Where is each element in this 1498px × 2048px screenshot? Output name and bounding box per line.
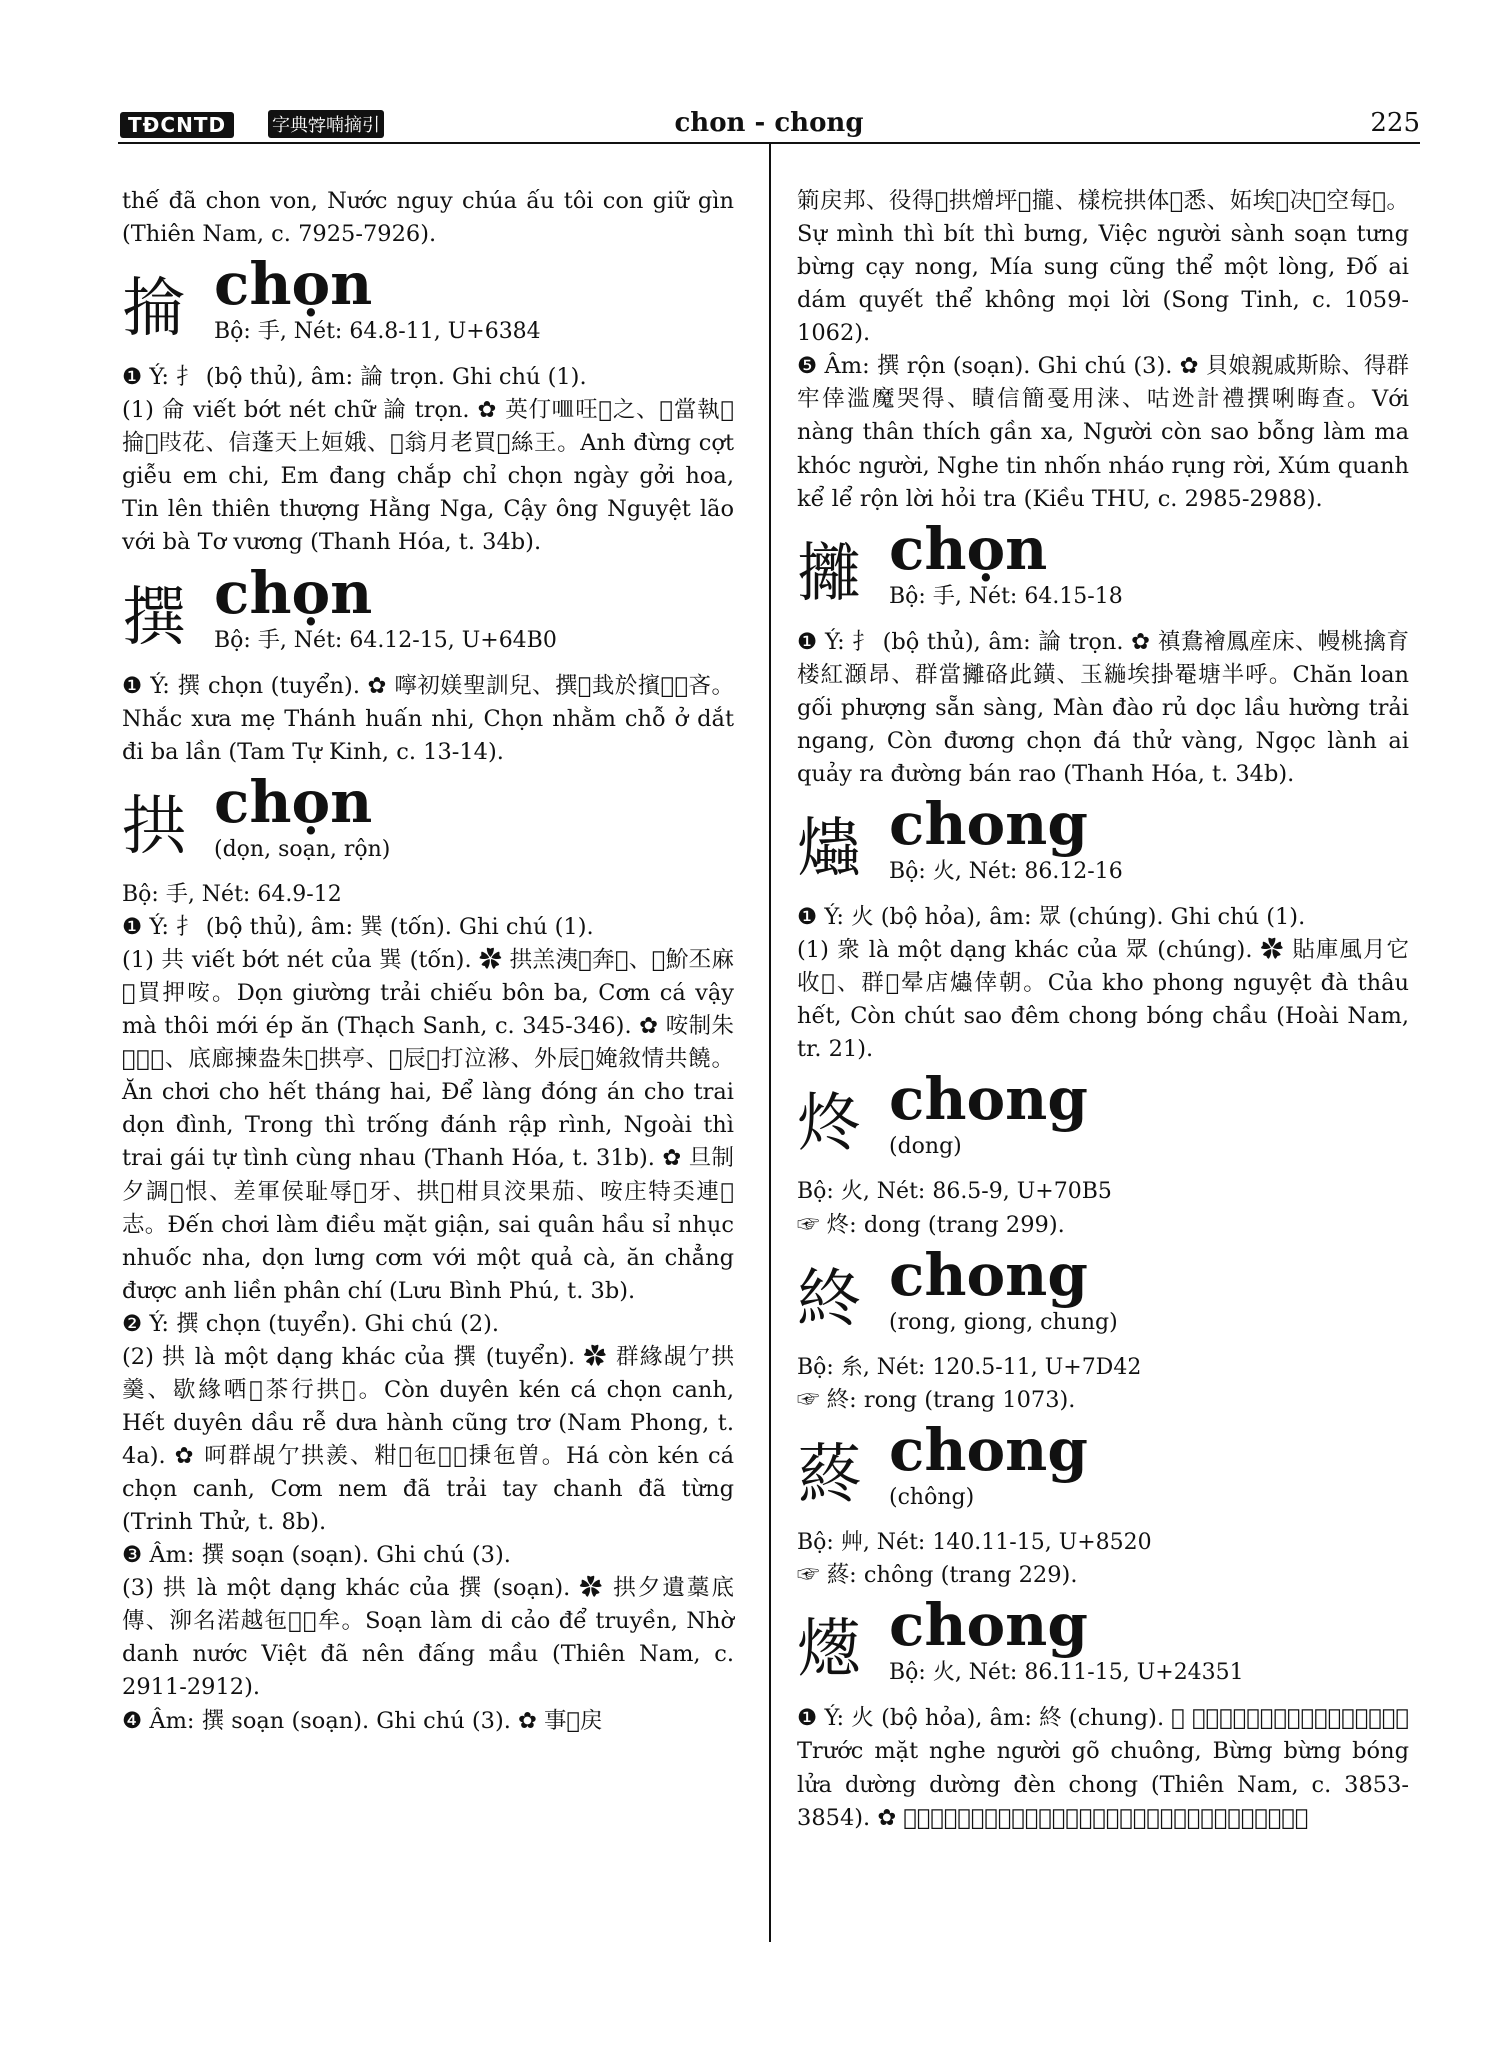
headword-reading: chọn — [214, 767, 373, 836]
entry-meta: Bộ: 手, Nét: 64.8-11, U+6384 — [214, 319, 541, 345]
nom-character: 撰 — [122, 580, 186, 655]
entry-paragraph: ❶ Ý: 扌 (bộ thủ), âm: 論 trọn. Ghi chú (1). — [122, 364, 587, 391]
headword-reading: chong — [889, 1065, 1088, 1134]
entry-paragraph: (2) 拱 là một dạng khác của 撰 (tuyển). ✿ 群緣覘亇拱羹、歇緣哂𪽣茶行拱𠯽。Còn duyên kén cá chọn canh, Hết duyên dầu rễ dưa hành cũng trơ (Nam Phong, t. 4a). ✿ 呵群覘亇拱羨、粓𦵚㐌𢭲𢬣㨀㐌曽。Há còn kén cá chọn canh, Cơm nem đã trải tay chanh đã từng (Trinh Thử, t. 8b). — [122, 1343, 734, 1536]
dictionary-entry — [122, 558, 734, 769]
running-title: chon - chong — [674, 108, 864, 138]
dictionary-entry — [797, 789, 1409, 1066]
headword — [797, 1416, 1409, 1527]
entry-paragraph: (1) 衆 là một dạng khác của 眾 (chúng). ✿ 貼庫風月它收𣦍、群𥹰晕店爞倖朝。Của kho phong nguyệt đà thâu hết, Còn chút sao đêm chong bóng chầu (Hoài Nam, tr. 21). — [797, 937, 1409, 1063]
entry-meta: Bộ: 手, Nét: 64.12-15, U+64B0 — [214, 627, 557, 653]
cross-reference: ☞ 蔠: chông (trang 229). — [797, 1562, 1078, 1589]
page-number: 225 — [1370, 108, 1420, 138]
dictionary-entry — [122, 250, 734, 559]
alternate-readings: (dong) — [889, 1134, 962, 1160]
entry-paragraph: (1) 共 viết bớt nét của 巽 (tốn). ✿ 拱羔洟𠶗奔𠀧、𩛷魪丕麻𡽨買押咹。Dọn giường trải chiếu bôn ba, Cơm cá vậy mà thôi mới ép ăn (Thạch Sanh, c. 345-346). ✿ 咹制朱𣦍𣎃𠄩、底廊揀盎朱𤳆拱亭、𠄼辰𦧜打泣𣻗、外辰𤳆㛪敘情共饒。Ăn chơi cho hết tháng hai, Để làng đóng án cho trai dọn đình, Trong thì trống đánh rập rình, Ngoài thì trai gái tự tình cùng nhau (Thanh Hóa, t. 31b). ✿ 旦制夕調𥹰恨、差軍侯耻辱𤎏牙、拱𦛌柑貝洨果茄、咹庄特奀連𢪀志。Đến chơi làm điều mặt giận, sai quân hầu sỉ nhục nhuốc nha, dọn lưng cơm với một quả cà, ăn chẳng được anh liền phân chí (Lưu Bình Phú, t. 3b). — [122, 947, 734, 1304]
headword — [122, 767, 734, 879]
entry-meta: Bộ: 火, Nét: 86.5-9, U+70B5 — [797, 1179, 1112, 1205]
entry-paragraph: (3) 拱 là một dạng khác của 撰 (soạn). ✿ 拱夕遺藁底傳、泖名渃越㐌𠓨𢆥牟。Soạn làm di cảo để truyền, Nhờ danh nước Việt đã nên đấng mầu (Thiên Nam, c. 2911-2912). — [122, 1575, 734, 1701]
continued-text: thế đã chon von, Nước nguy chúa ấu tôi con giữ gìn (Thiên Nam, c. 7925-7926). — [122, 188, 734, 248]
publisher-logo-cjk: 字典𡨸喃摘引 — [268, 110, 384, 138]
nom-character: 燪 — [797, 1613, 861, 1688]
cross-reference: ☞ 炵: dong (trang 299). — [797, 1211, 1065, 1238]
entry-meta: Bộ: 手, Nét: 64.15-18 — [889, 583, 1123, 609]
entry-meta: Bộ: 糸, Nét: 120.5-11, U+7D42 — [797, 1354, 1142, 1380]
entry-paragraph: ❶ Ý: 撰 chọn (tuyển). ✿ 嚀初媄聖訓兒、撰𣉹㘽於擯𢪀𠀧吝。Nhắc xưa mẹ Thánh huấn nhi, Chọn nhằm chỗ ở dắt đi ba lần (Tam Tự Kinh, c. 13-14). — [122, 672, 734, 765]
nom-character: 掄 — [122, 272, 186, 347]
headword — [797, 1240, 1409, 1352]
dictionary-entry — [122, 767, 734, 1738]
alternate-readings: (chông) — [889, 1485, 975, 1511]
headword-reading: chong — [889, 1240, 1088, 1309]
continued-text: 箣戻邦、役得𥒥拱熷坪𢭸攏、樣梡拱体𠄼悉、妬埃𥩯决𡎢空每𠳒。Sự mình thì bít thì bưng, Việc người sành soạn tưng bừng cạy nong, Mía sung cũng thể một lòng, Đố ai dám quyết thể không mọi lời (Song Tinh, c. 1059-1062). — [797, 188, 1409, 347]
alternate-readings: (rong, giong, chung) — [889, 1309, 1118, 1335]
entry-meta: Bộ: 火, Nét: 86.11-15, U+24351 — [889, 1660, 1244, 1686]
headword — [797, 1591, 1409, 1702]
headword — [122, 558, 734, 670]
alternate-readings: (dọn, soạn, rộn) — [214, 836, 391, 862]
entry-meta: Bộ: 艸, Nét: 140.11-15, U+8520 — [797, 1530, 1152, 1556]
page-header — [118, 98, 1420, 144]
entry-paragraph: ❶ Ý: 火 (bộ hỏa), âm: 終 (chung). ✿ 𨎆𥹰瞔𧿆𢯏鐘、烱烱𦛌焒𧴱𧴱畑燪。Trước mặt nghe người gõ chuông, Bừng bừng bóng lửa dường dường đèn chong (Thiên Nam, c. 3853-3854). ✿ 𦛌秋𤓢渃秋冲、臺蘭払宋忡悉爲秋、蔑碼細埉迻饒、船燪畑燗席疓𧿆 — [797, 1705, 1409, 1831]
dictionary-entry — [797, 1416, 1409, 1592]
dictionary-entry — [797, 514, 1409, 791]
publisher-logo: TĐCNTD — [120, 112, 234, 138]
dictionary-entry — [797, 1065, 1409, 1241]
headword — [797, 789, 1409, 901]
entry-paragraph: ❶ Ý: 火 (bộ hỏa), âm: 眾 (chúng). Ghi chú (1). — [797, 903, 1306, 930]
headword-reading: chọn — [214, 558, 373, 627]
headword — [122, 250, 734, 361]
right-column — [797, 185, 1409, 1835]
cross-reference: ☞ 終: rong (trang 1073). — [797, 1386, 1076, 1413]
left-column — [122, 185, 734, 1738]
headword-reading: chọn — [214, 250, 373, 319]
nom-character: 攡 — [797, 536, 861, 611]
nom-character: 蔠 — [797, 1438, 861, 1513]
nom-character: 爞 — [797, 811, 861, 886]
entry-paragraph: ❺ Âm: 撰 rộn (soạn). Ghi chú (3). ✿ 貝娘親戚斯賒、得群牢倖滥魔哭得、瞔信簡戞用涞、咕迯計禮撰唎晦查。Với nàng thân thích gần xa, Người còn sao bỗng làm ma khóc người, Nghe tin nhốn nháo rụng rời, Xúm quanh kể lể rộn lời hỏi tra (Kiều THU, c. 2985-2988). — [797, 353, 1409, 512]
dictionary-entry — [797, 1240, 1409, 1417]
headword — [797, 514, 1409, 626]
headword-reading: chong — [889, 789, 1088, 858]
column-divider — [769, 144, 771, 1942]
headword-reading: chong — [889, 1591, 1088, 1660]
entry-paragraph: (1) 侖 viết bớt nét chữ 論 trọn. ✿ 英仃𠰘㕵𡛔之、𡛔當執𦀊掄𣉹𢻀花、信蓬天上姮娥、𢪀翁月老買𡞕絲王。Anh đừng cợt giễu em chi, Em đang chắp chỉ chọn ngày gởi hoa, Tin lên thiên thượng Hằng Nga, Cậy ông Nguyệt lão với bà Tơ vương (Thanh Hóa, t. 34b). — [122, 397, 734, 556]
nom-character: 拱 — [122, 789, 186, 864]
entry-paragraph: ❶ Ý: 扌 (bộ thủ), âm: 論 trọn. ✿ 禛鴦襘鳳産床、幔桃擒育楼紅㶊昂、群當攡硌此鐄、玉𦂛埃掛罨塘半呼。Chăn loan gối phượng sẵn sàng, Màn đào rủ dọc lầu hường trải ngang, Còn đương chọn đá thử vàng, Ngọc lành ai quảy ra đường bán rao (Thanh Hóa, t. 34b). — [797, 628, 1409, 787]
entry-meta: Bộ: 手, Nét: 64.9-12 — [122, 881, 342, 907]
headword-reading: chọn — [889, 514, 1048, 583]
entry-paragraph: ❷ Ý: 撰 chọn (tuyển). Ghi chú (2). — [122, 1310, 500, 1337]
nom-character: 終 — [797, 1262, 861, 1337]
entry-meta: Bộ: 火, Nét: 86.12-16 — [889, 858, 1123, 884]
entry-paragraph: ❸ Âm: 撰 soạn (soạn). Ghi chú (3). — [122, 1542, 511, 1569]
entry-paragraph: ❶ Ý: 扌 (bộ thủ), âm: 巽 (tốn). Ghi chú (1). — [122, 914, 594, 941]
entry-paragraph: ❹ Âm: 撰 soạn (soạn). Ghi chú (3). ✿ 事𠁀戻 — [122, 1707, 603, 1734]
nom-character: 炵 — [797, 1087, 861, 1162]
dictionary-entry — [797, 1591, 1409, 1834]
headword-reading: chong — [889, 1416, 1088, 1485]
headword — [797, 1065, 1409, 1176]
